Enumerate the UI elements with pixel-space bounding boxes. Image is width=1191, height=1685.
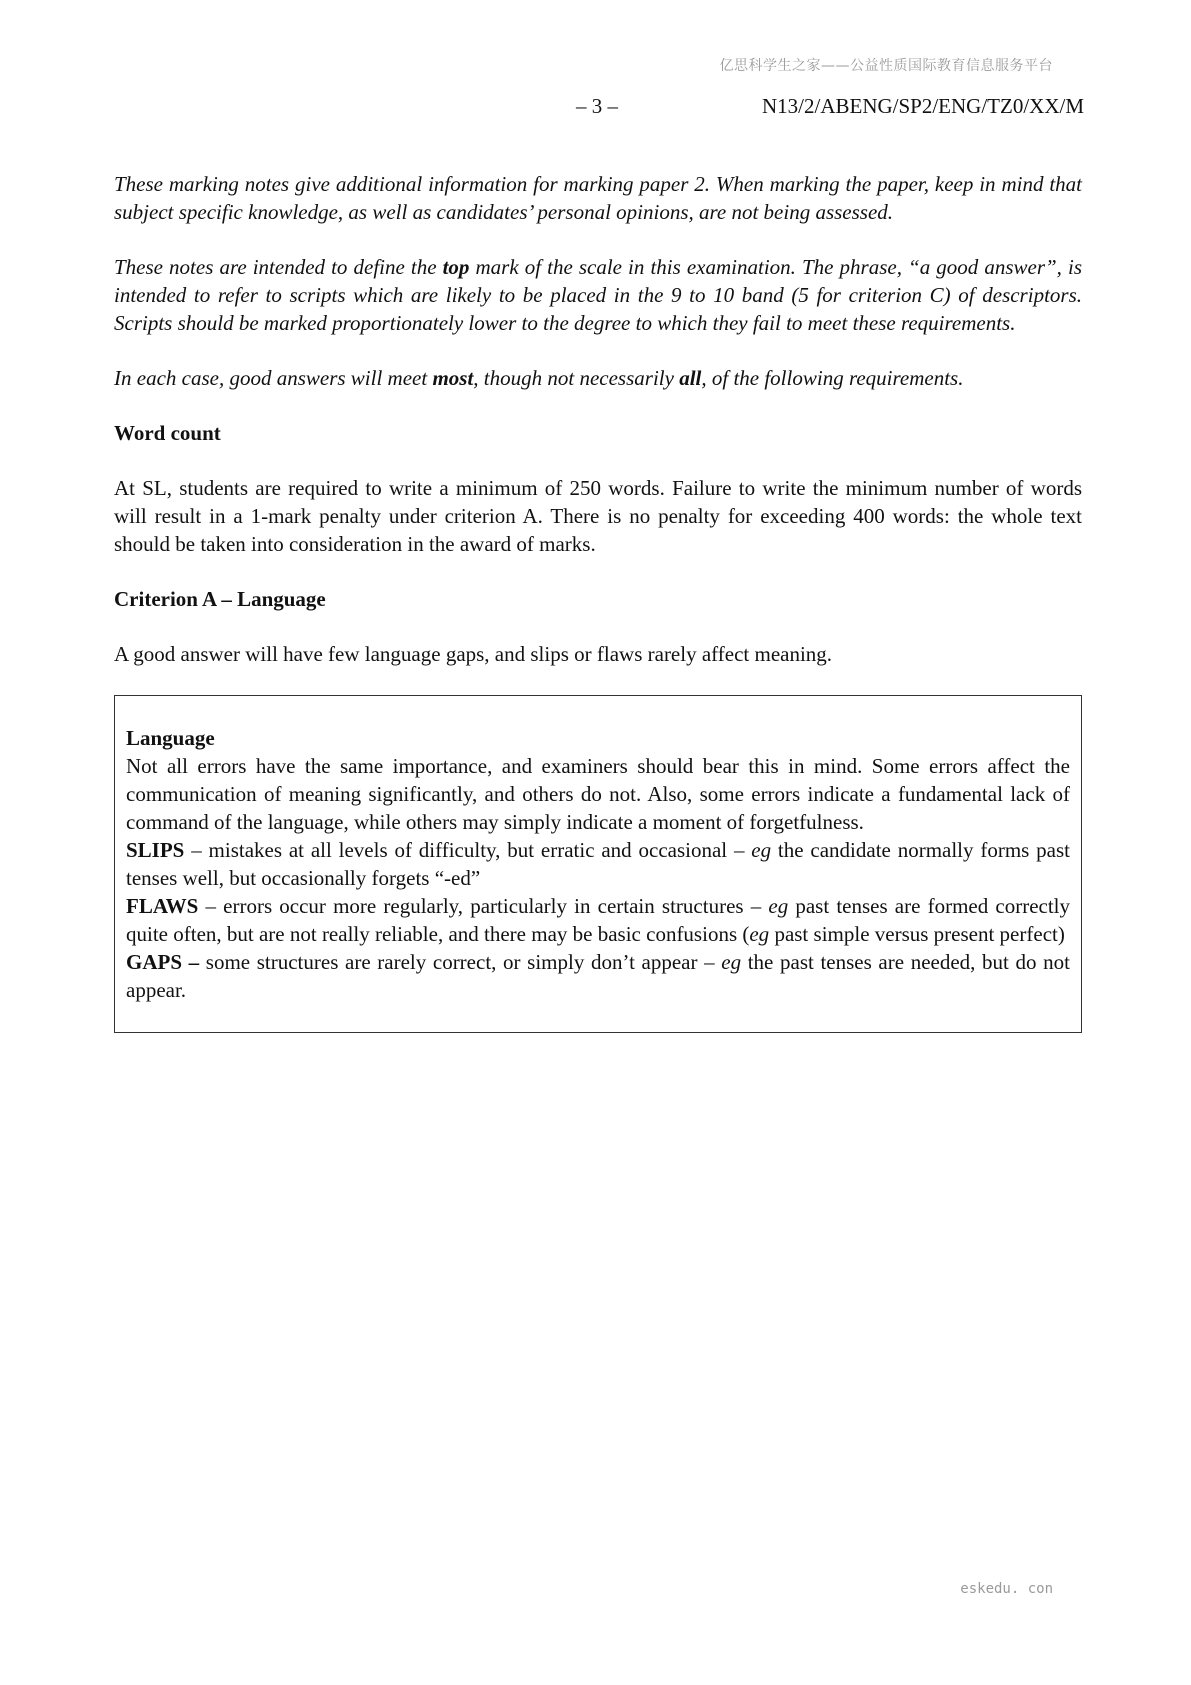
watermark-top-text: 亿思科学生之家——公益性质国际教育信息服务平台 bbox=[719, 58, 1053, 74]
word-count-paragraph: At SL, students are required to write a minimum of 250 words. Failure to write the minimum number of words will result in a 1-mark penalty under criterion A. There is no penalty for exceeding 400 words: the whole text should be taken into consideration in the award of marks. bbox=[114, 476, 1082, 556]
gaps-eg: eg bbox=[721, 950, 742, 974]
intro-p2-end: mark of the scale in this examination. The phrase, “a good answer”, is intended to refer to scripts which are likely to be placed in the 9 to 10 band (5 for criterion C) of descriptors. Scripts should be marked proportionately lower to the degree to which they fail to meet these requirements. bbox=[114, 255, 1082, 335]
criterion-a-paragraph: A good answer will have few language gaps, and slips or flaws rarely affect meaning. bbox=[114, 642, 833, 666]
flaws-text-a: – errors occur more regularly, particularly in certain structures – bbox=[198, 894, 769, 918]
intro-p3-most-emphasis: most bbox=[432, 366, 474, 390]
gaps-definition bbox=[126, 948, 1070, 1004]
flaws-eg: eg bbox=[768, 894, 789, 918]
gaps-text-b: the past tenses are needed, but do not appear. bbox=[126, 950, 1070, 1002]
intro-p3-all-emphasis: all bbox=[679, 366, 702, 390]
intro-p3-start: In each case, good answers will meet bbox=[114, 366, 433, 390]
page-header bbox=[0, 94, 1191, 124]
gaps-label: GAPS – bbox=[126, 950, 200, 974]
intro-p2-top-emphasis: top bbox=[442, 255, 470, 279]
page-number: – 3 – bbox=[576, 94, 618, 118]
slips-text-b: the candidate normally forms past tenses well, but occasionally forgets “-ed” bbox=[126, 838, 1070, 890]
flaws-text-b: past tenses are formed correctly quite often, but are not really reliable, and there may be basic confusions ( bbox=[126, 894, 1071, 946]
page-content bbox=[114, 170, 1082, 1033]
slips-label: SLIPS bbox=[126, 838, 185, 862]
flaws-label: FLAWS bbox=[126, 894, 199, 918]
intro-paragraph-3 bbox=[114, 364, 1082, 392]
word-count-heading: Word count bbox=[114, 421, 221, 445]
language-box-intro: Not all errors have the same importance, and examiners should bear this in mind. Some errors affect the communication of meaning significantly, and others do not. Also, some errors indicate a fundamental lack of command of the language, while others may simply indicate a moment of forgetfulness. bbox=[126, 754, 1070, 834]
flaws-eg-2: eg bbox=[749, 922, 770, 946]
flaws-definition bbox=[126, 892, 1070, 948]
criterion-a-heading: Criterion A – Language bbox=[114, 587, 326, 611]
slips-text-a: – mistakes at all levels of difficulty, but erratic and occasional – bbox=[184, 838, 752, 862]
gaps-text-a: some structures are rarely correct, or simply don’t appear – bbox=[199, 950, 722, 974]
flaws-text-c: past simple versus present perfect) bbox=[769, 922, 1065, 946]
intro-p3-middle: , though not necessarily bbox=[473, 366, 680, 390]
intro-p3-end: , of the following requirements. bbox=[701, 366, 964, 390]
language-guidance-box bbox=[114, 695, 1082, 1033]
intro-paragraph-1: These marking notes give additional information for marking paper 2. When marking the paper, keep in mind that subject specific knowledge, as well as candidates’ personal opinions, are not being assessed. bbox=[114, 172, 1082, 224]
intro-p2-start: These notes are intended to define the bbox=[114, 255, 443, 279]
watermark-bottom-text: eskedu. con bbox=[960, 1581, 1053, 1597]
slips-eg: eg bbox=[751, 838, 772, 862]
document-code: N13/2/ABENG/SP2/ENG/TZ0/XX/M bbox=[761, 94, 1084, 118]
intro-paragraph-2 bbox=[114, 253, 1082, 337]
language-box-title: Language bbox=[126, 726, 215, 750]
slips-definition bbox=[126, 836, 1070, 892]
